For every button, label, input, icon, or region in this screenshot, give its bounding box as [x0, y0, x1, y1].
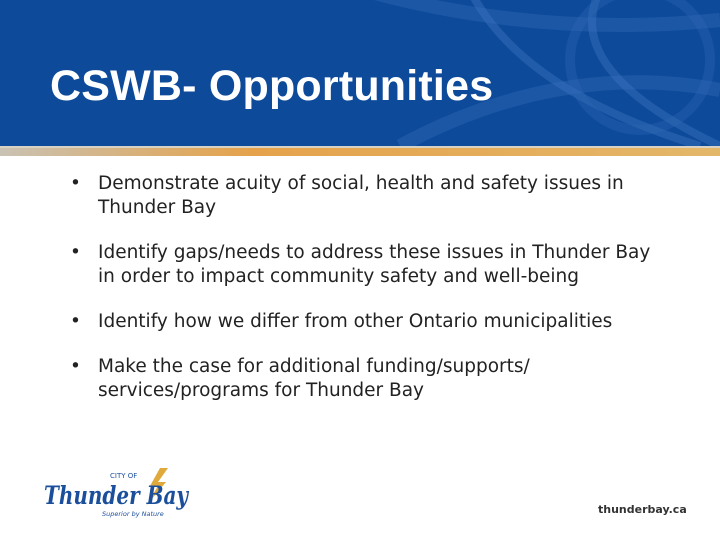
- list-item: [70, 172, 670, 220]
- bullet-marker: •: [70, 173, 81, 194]
- list-item: [70, 355, 670, 403]
- city-of-thunder-bay-logo: [42, 466, 192, 520]
- list-item: [70, 310, 670, 334]
- bullet-list: [70, 172, 670, 424]
- logo-name: Thunder Bay: [44, 481, 190, 510]
- bullet-text: Identify how we differ from other Ontario municipalities: [98, 311, 613, 332]
- footer-website: thunderbay.ca: [598, 503, 687, 516]
- header-banner: [0, 0, 720, 146]
- logo-city-of: CITY OF: [110, 472, 138, 480]
- bullet-text: Demonstrate acuity of social, health and safety issues in Thunder Bay: [98, 173, 624, 218]
- slide-title: CSWB- Opportunities: [50, 62, 494, 110]
- bullet-marker: •: [70, 311, 81, 332]
- bullet-text: Identify gaps/needs to address these issues in Thunder Bay in order to impact community safety and well-being: [98, 242, 651, 287]
- bullet-text: Make the case for additional funding/supports/ services/programs for Thunder Bay: [98, 356, 530, 401]
- logo-tagline: Superior by Nature: [102, 510, 164, 518]
- list-item: [70, 241, 670, 289]
- bullet-marker: •: [70, 356, 81, 377]
- bullet-marker: •: [70, 242, 81, 263]
- header-stripe: [0, 146, 720, 156]
